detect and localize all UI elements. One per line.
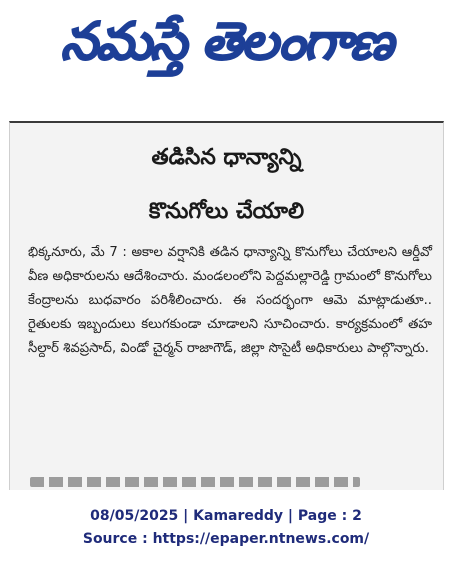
headline-line-2: కొనుగోలు చేయాలి (148, 199, 305, 224)
masthead (0, 0, 452, 100)
clipping-top-gap (9, 113, 442, 121)
newspaper-logo: నమస్తే తెలంగాణ (60, 12, 392, 72)
headline-line-1: తడిసిన ధాన్యాన్ని (151, 145, 302, 170)
edition-info: 08/05/2025 | Kamareddy | Page : 2 (90, 508, 362, 524)
article-clipping (9, 121, 444, 490)
article-body: భిక్కనూరు, మే 7 : అకాల వర్షానికి తడిన ధాన్యాన్ని కొనుగోలు చేయాలని ఆర్డీవో వీణ అధికారులను ఆదేశించారు. మండలంలోని పెద్దమల్లారెడ్డి గ్రామంలో కొనుగోలు కేంద్రాలను బుధవారం పరిశీలించారు. ఈ సందర్భంగా ఆమె మాట్లాడుతూ.. రైతులకు ఇబ్బందులు కలుగకుండా చూడాలని సూచించారు. కార్యక్రమంలో తహసీల్దార్ శివప్రసాద్, విండో చైర్మన్ రాజాగౌడ్, జిల్లా సొసైటీ అధికారులు పాల్గొన్నారు. (28, 245, 432, 357)
source-link[interactable]: Source : https://epaper.ntnews.com/ (82, 531, 370, 547)
cropped-next-article-line (30, 477, 360, 487)
